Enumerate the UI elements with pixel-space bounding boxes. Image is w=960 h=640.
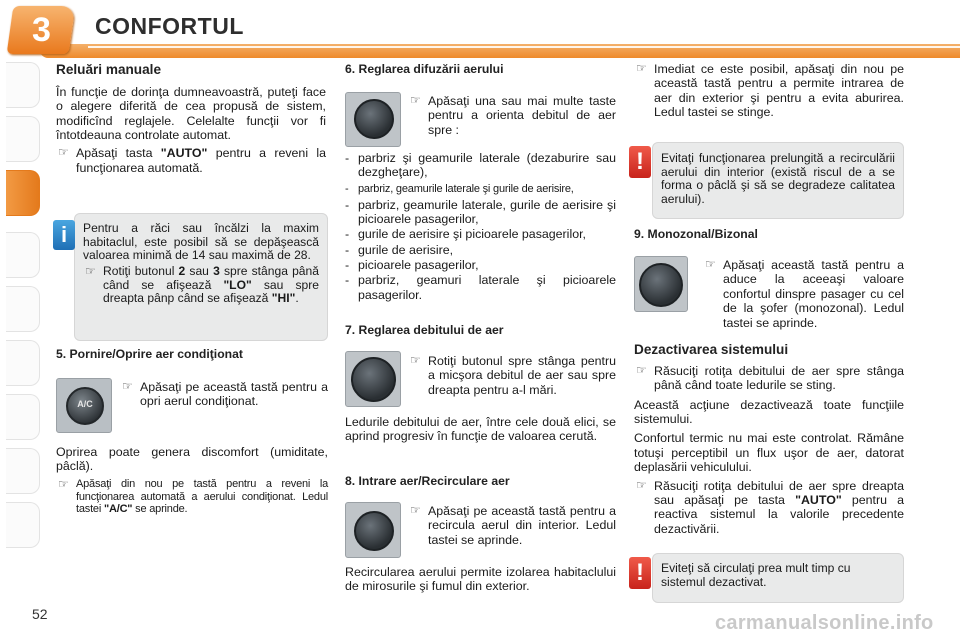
warning-icon: ! xyxy=(629,557,651,589)
warning-box-recirculation xyxy=(652,142,904,219)
chapter-tab-9[interactable] xyxy=(6,502,40,548)
warning-text-deactivated: Eviteţi să circulaţi prea mult timp cu sistemul dezactivat. xyxy=(661,561,851,589)
pointing-hand-icon: ☞ xyxy=(410,353,421,367)
pointing-hand-icon: ☞ xyxy=(122,379,133,393)
section-5-text-wrap xyxy=(56,442,328,516)
chapter-tab-5[interactable] xyxy=(6,286,40,332)
chapter-tab-1[interactable] xyxy=(6,62,40,108)
section-9 xyxy=(634,227,904,241)
auto-bullet: ☞ Apăsaţi tasta "AUTO" pentru a reveni la funcţionarea automată. xyxy=(58,145,327,175)
info-icon: i xyxy=(53,220,75,250)
section-8-text-wrap xyxy=(345,562,616,594)
section-9-title: 9. Monozonal/Bizonal xyxy=(634,227,758,241)
right-top xyxy=(634,62,904,120)
section-5-bullet-wrap xyxy=(120,376,328,409)
section-9-bullet-wrap xyxy=(703,254,904,330)
list-item: - parbriz, geamurile laterale şi gurile de aerisire, xyxy=(345,182,574,195)
info-box xyxy=(74,213,328,341)
pointing-hand-icon: ☞ xyxy=(636,477,647,492)
section-5-bullet: ☞ Apăsaţi pe această tastă pentru a opri aerul condiţionat. xyxy=(122,379,328,409)
section-5-bullet-2: ☞ Apăsaţi din nou pe tastă pentru a reveni la funcţionarea automată a aerului condiţionat. Ledul tastei "A/C" se aprinde. xyxy=(58,476,328,516)
chapter-tab-2[interactable] xyxy=(6,116,40,162)
section-8-bullet-wrap xyxy=(408,500,616,547)
auto-key-label: "AUTO" xyxy=(160,146,208,161)
pointing-hand-icon: ☞ xyxy=(705,257,716,271)
section-7-bullet: ☞ Rotiţi butonul spre stânga pentru a micşora debitul de aer sau spre dreapta pentru a-l mări. xyxy=(410,353,616,397)
pointing-hand-icon: ☞ xyxy=(58,145,69,160)
section-7-text: Ledurile debitului de aer, între cele două elici, se aprind progresiv în funcţie de valoarea cerută. xyxy=(345,415,616,444)
recirculation-dial xyxy=(354,511,394,551)
info-box-text: Pentru a răci sau încălzi la maxim habitaclul, este posibil să se depăşească valoarea minimă de 14 sau maximă de 28. xyxy=(83,221,319,263)
chapter-tab-6[interactable] xyxy=(6,340,40,386)
pointing-hand-icon: ☞ xyxy=(636,362,647,377)
deactivation-text-2: Confortul termic nu mai este controlat. Rămâne totuşi perceptibil un flux uşor de aer, datorat deplasării vehiculului. xyxy=(634,431,904,475)
section-7-title: 7. Reglarea debitului de aer xyxy=(345,323,504,337)
recirculation-off-bullet: ☞ Imediat ce este posibil, apăsaţi din nou pe această tastă pentru a permite intrarea de aer din exterior şi pentru a evita aburirea. Ledul tastei se stinge. xyxy=(636,61,904,120)
air-distribution-dial xyxy=(354,99,394,139)
section-8-bullet: ☞ Apăsaţi pe această tastă pentru a recircula aerul din interior. Ledul tastei se aprinde. xyxy=(410,503,616,547)
deactivation-heading: Dezactivarea sistemului xyxy=(634,342,789,357)
section-7-bullet-wrap xyxy=(408,350,616,397)
watermark: carmanualsonline.info xyxy=(715,612,934,634)
ac-button-image xyxy=(56,378,112,433)
section-8-text: Recircularea aerului permite izolarea habitaclului de mirosurile şi fumul din exterior. xyxy=(345,565,616,594)
pointing-hand-icon: ☞ xyxy=(410,93,421,107)
warning-box-deactivated xyxy=(652,553,904,603)
list-item: - picioarele pasagerilor, xyxy=(345,258,479,273)
warning-icon: ! xyxy=(629,146,651,178)
pointing-hand-icon: ☞ xyxy=(85,263,96,278)
mono-dial xyxy=(639,263,683,307)
section-8 xyxy=(345,474,617,488)
info-box-bullet: ☞ Rotiţi butonul 2 sau 3 spre stânga până când se afişează "LO" sau spre dreapta pânp când se afişează "HI". xyxy=(85,263,320,306)
left-column xyxy=(56,62,326,175)
warning-text-recirculation: Evitaţi funcţionarea prelungită a recirculării aerului din interior (există riscul de a se forma o pâclă şi să se degradeze calitatea aerului). xyxy=(661,151,895,206)
list-item: - parbriz şi geamurile laterale (dezaburire sau dezgheţare), xyxy=(345,151,616,180)
chapter-tab-3-active[interactable] xyxy=(6,170,40,216)
header-rule-highlight xyxy=(88,46,960,48)
deactivation-bullet-2: ☞ Răsuciţi rotiţa debitului de aer spre dreapta sau apăsaţi pe tasta "AUTO" pentru a reactiva sistemul la valorile precedente dezactivării. xyxy=(636,477,904,536)
fan-speed-knob-image xyxy=(345,351,401,407)
section-5-title: 5. Pornire/Oprire aer condiţionat xyxy=(56,347,243,361)
section-6-title: 6. Reglarea difuzării aerului xyxy=(345,62,504,76)
section-7-text-wrap xyxy=(345,412,616,444)
deactivation-text-1: Această acţiune dezactivează toate funcţiile sistemului. xyxy=(634,397,904,426)
list-item: - parbriz, geamurile laterale, gurile de aerisire şi picioarele pasagerilor, xyxy=(345,197,616,226)
pointing-hand-icon: ☞ xyxy=(410,503,421,517)
section-7 xyxy=(345,323,617,337)
chapter-tab-4[interactable] xyxy=(6,232,40,278)
list-item: - gurile de aerisire, xyxy=(345,242,454,257)
pointing-hand-icon: ☞ xyxy=(636,61,647,75)
pointing-hand-icon: ☞ xyxy=(58,476,69,491)
section-6-bullet: ☞ Apăsaţi una sau mai multe taste pentru a orienta debitul de aer spre : xyxy=(410,93,616,137)
chapter-tab-8[interactable] xyxy=(6,448,40,494)
section-6-list xyxy=(345,150,616,302)
fan-speed-dial xyxy=(351,357,396,402)
section-5-text: Oprirea poate genera discomfort (umiditate, pâclă). xyxy=(56,445,328,474)
deactivation-bullet-1: ☞ Răsuciţi rotiţa debitului de aer spre stânga până când toate ledurile se sting. xyxy=(636,362,904,393)
recirculation-button-image xyxy=(345,502,401,558)
section-9-bullet: ☞ Apăsaţi această tastă pentru a aduce la aceeaşi valoare confortul dinspre pasager cu cel de la şofer (monozonal). Ledul tastei se aprinde. xyxy=(705,257,904,330)
page-number: 52 xyxy=(32,606,48,622)
chapter-badge: 3 xyxy=(7,6,76,54)
chapter-tab-7[interactable] xyxy=(6,394,40,440)
list-item: - gurile de aerisire şi picioarele pasagerilor, xyxy=(345,227,586,242)
manual-override-intro: În funcţie de dorinţa dumneavoastră, puteţi face o alegere diferită de cea propusă de sistem, modificînd reglajele. Celelalte funcţii vor fi întotdeauna controlate automat. xyxy=(56,84,326,142)
page-title: CONFORTUL xyxy=(95,13,244,39)
deactivation-section xyxy=(634,342,904,536)
mono-button-image xyxy=(634,256,688,312)
section-5 xyxy=(56,347,328,361)
list-item: - parbriz, geamuri laterale şi picioarele pasagerilor. xyxy=(345,273,616,302)
chapter-tab-strip xyxy=(0,62,48,582)
section-6 xyxy=(345,62,617,76)
section-8-title: 8. Intrare aer/Recirculare aer xyxy=(345,474,510,488)
ac-button-label: A/C xyxy=(77,399,93,409)
air-distribution-button-image xyxy=(345,92,401,147)
section-6-bullet-wrap xyxy=(408,90,616,137)
manual-override-heading: Reluări manuale xyxy=(56,62,162,77)
